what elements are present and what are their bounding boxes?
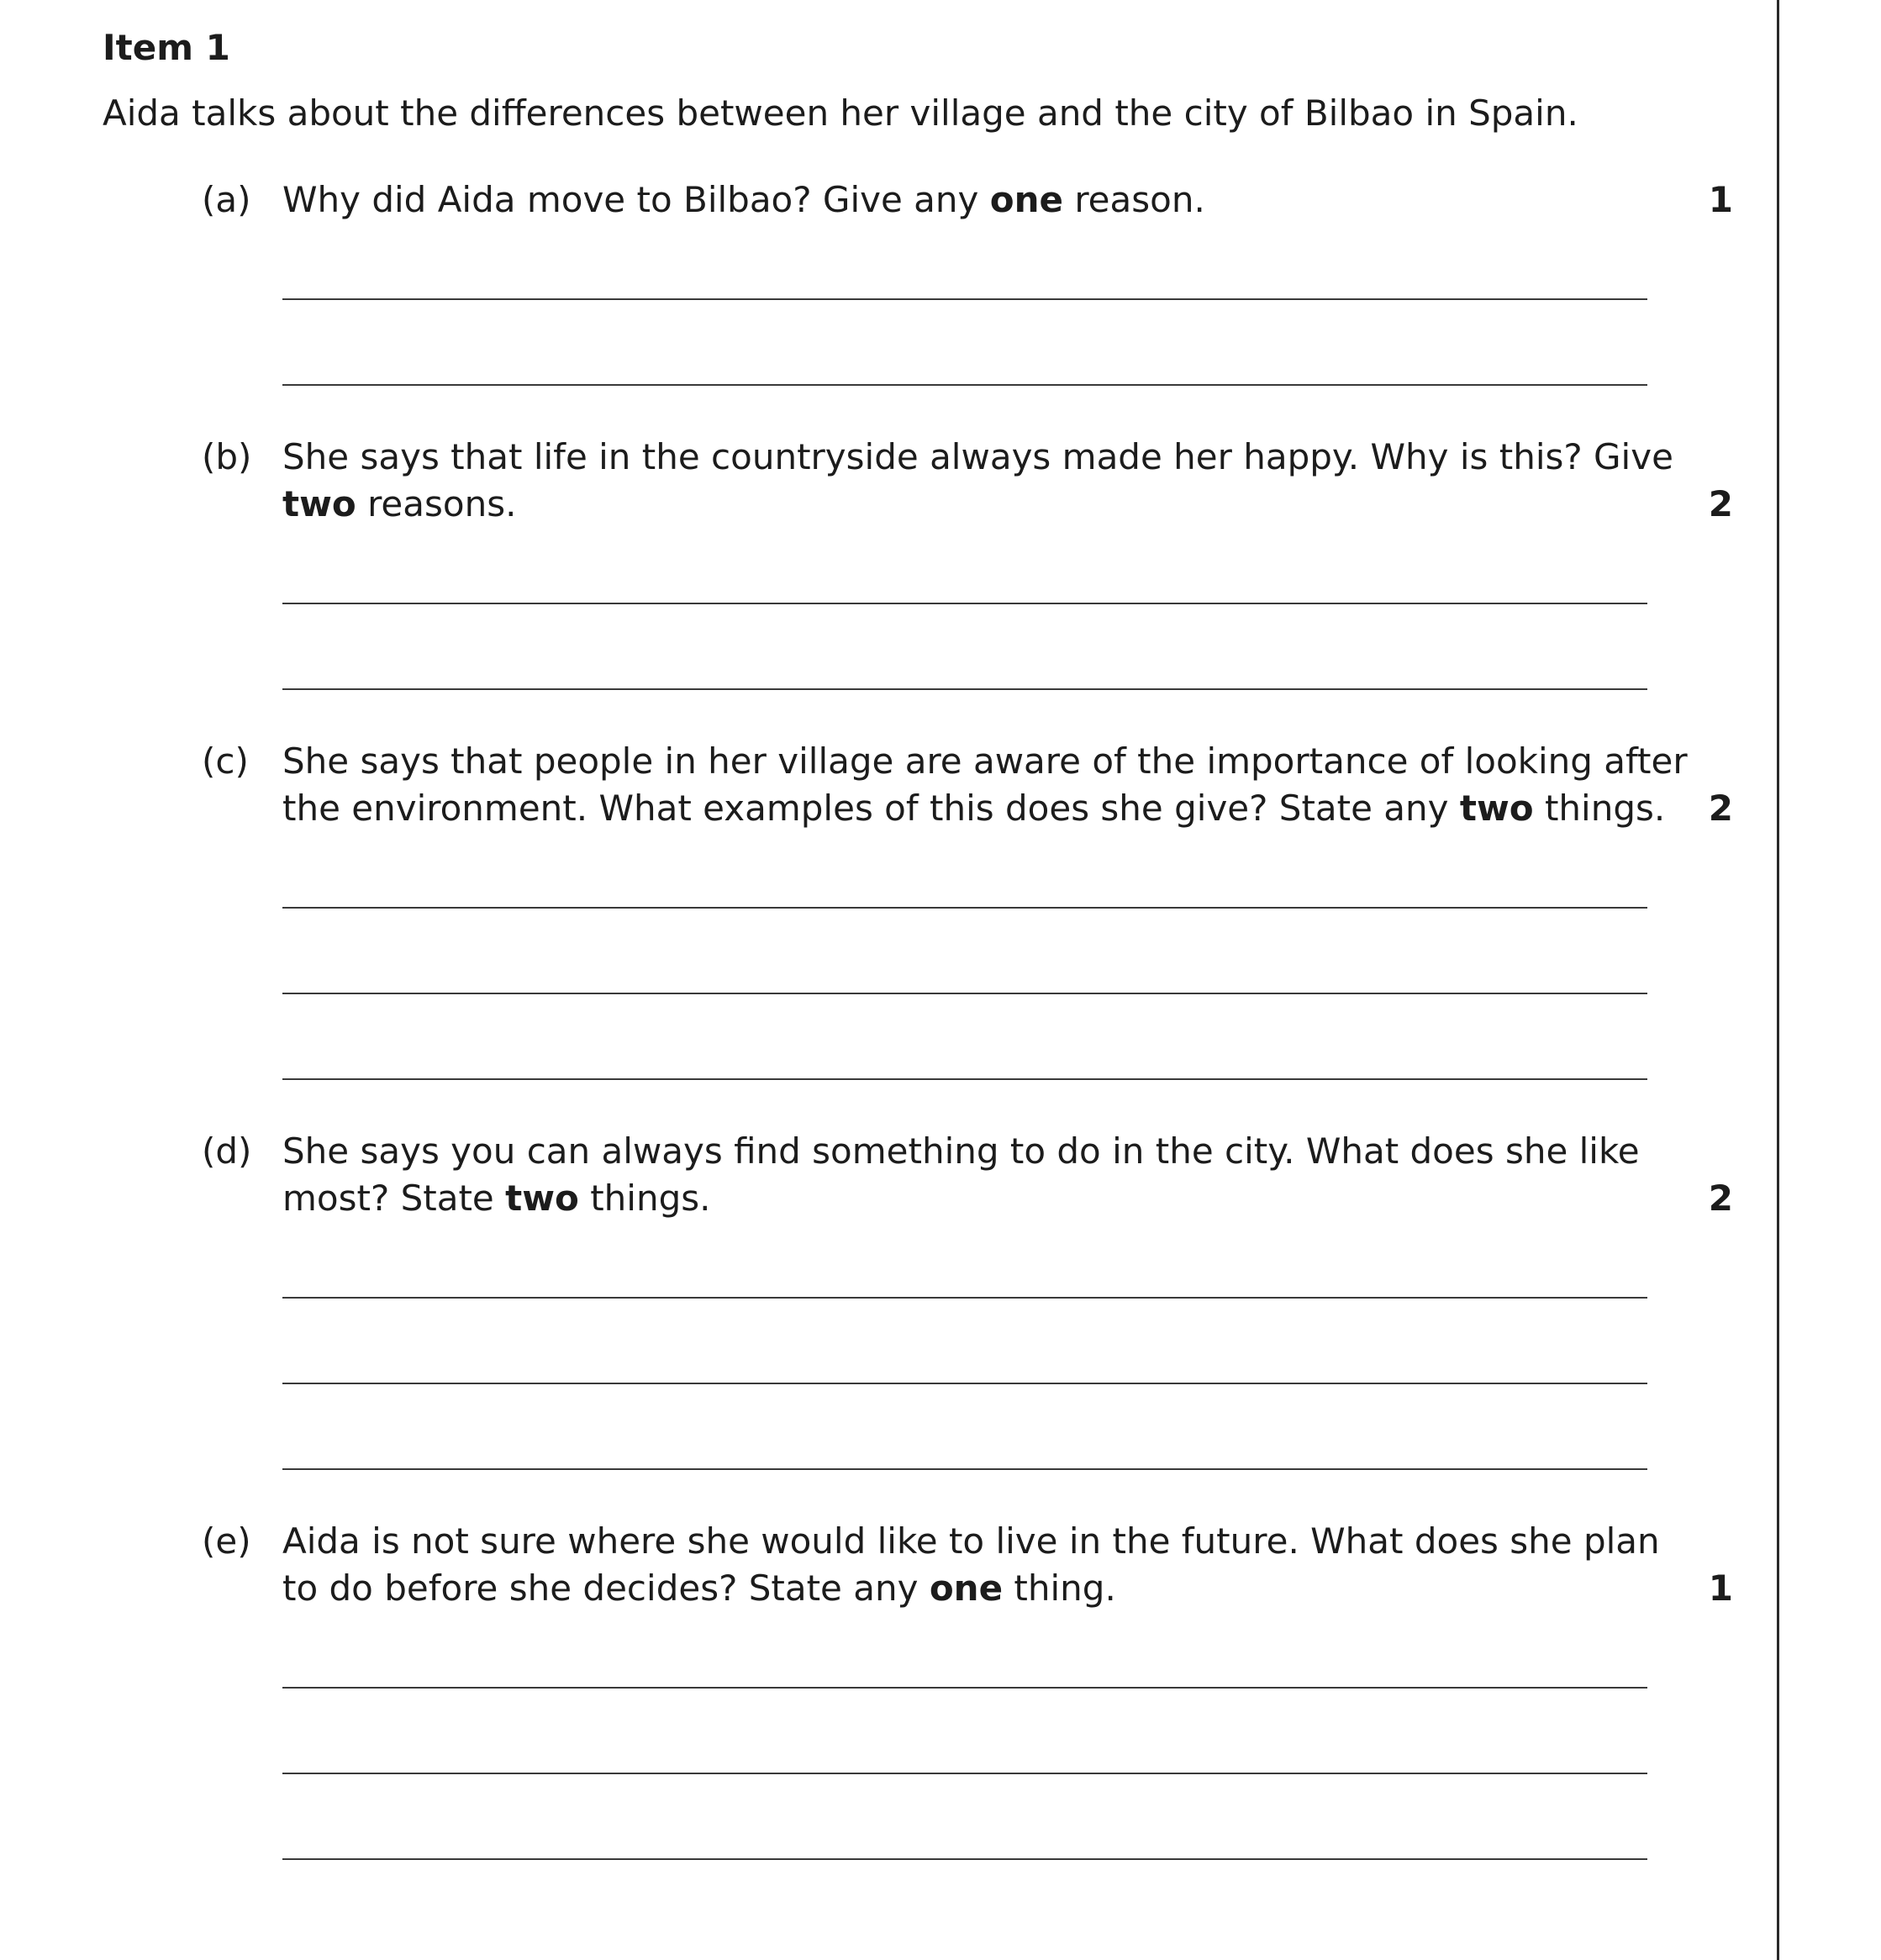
text-run: reasons.	[356, 483, 517, 524]
question-text	[282, 738, 1688, 832]
question-line	[282, 785, 1666, 832]
question-line	[282, 177, 1661, 224]
marks-value: 1	[1708, 1567, 1733, 1609]
answer-line[interactable]	[282, 298, 1647, 300]
question-text	[282, 177, 1661, 224]
question-text	[282, 1518, 1661, 1612]
answer-line[interactable]	[282, 1773, 1647, 1774]
question-line	[282, 1565, 1661, 1612]
bold-emphasis: one	[989, 179, 1063, 220]
question-line	[282, 1128, 1661, 1175]
question-line	[282, 1518, 1661, 1565]
question-line	[282, 738, 1688, 785]
question-line	[282, 1175, 1661, 1222]
question-label: (a)	[202, 179, 251, 220]
bold-emphasis: two	[282, 483, 356, 524]
marks-value: 2	[1708, 1178, 1733, 1219]
text-run: She says you can always find something to do in the city. What does she like	[282, 1130, 1640, 1172]
text-run: Why did Aida move to Bilbao? Give any	[282, 179, 990, 220]
item-intro: Aida talks about the differences between her village and the city of Bilbao in Spain.	[103, 92, 1578, 134]
answer-line[interactable]	[282, 1383, 1647, 1384]
question-line	[282, 481, 1661, 528]
answer-line[interactable]	[282, 1858, 1647, 1860]
text-run: the environment. What examples of this does she give? State any	[282, 788, 1460, 829]
question-label: (e)	[202, 1520, 251, 1562]
text-run: things.	[578, 1178, 711, 1219]
bold-emphasis: two	[1459, 788, 1534, 829]
text-run: She says that people in her village are aware of the importance of looking after	[282, 740, 1688, 782]
answer-line[interactable]	[282, 384, 1647, 386]
text-run: Aida is not sure where she would like to live in the future. What does she plan	[282, 1520, 1660, 1562]
answer-line[interactable]	[282, 688, 1647, 690]
answer-line[interactable]	[282, 1078, 1647, 1080]
question-line	[282, 434, 1673, 481]
marks-value: 2	[1708, 788, 1733, 829]
question-text	[282, 1128, 1661, 1222]
text-run: She says that life in the countryside always made her happy. Why is this? Give	[282, 436, 1673, 477]
text-run: to do before she decides? State any	[282, 1567, 930, 1609]
question-label: (d)	[202, 1130, 252, 1172]
answer-line[interactable]	[282, 1687, 1647, 1689]
text-run: things.	[1533, 788, 1666, 829]
text-run: reason.	[1062, 179, 1205, 220]
text-run: thing.	[1003, 1567, 1116, 1609]
answer-line[interactable]	[282, 1297, 1647, 1299]
question-text	[282, 434, 1673, 528]
marks-value: 1	[1708, 179, 1733, 220]
answer-line[interactable]	[282, 1468, 1647, 1470]
item-heading: Item 1	[103, 27, 230, 68]
marks-margin-rule	[1777, 0, 1779, 1960]
answer-line[interactable]	[282, 603, 1647, 604]
marks-value: 2	[1708, 483, 1733, 524]
question-label: (c)	[202, 740, 249, 782]
bold-emphasis: two	[505, 1178, 579, 1219]
answer-line[interactable]	[282, 993, 1647, 994]
answer-line[interactable]	[282, 907, 1647, 909]
text-run: most? State	[282, 1178, 506, 1219]
bold-emphasis: one	[929, 1567, 1004, 1609]
question-label: (b)	[202, 436, 252, 477]
